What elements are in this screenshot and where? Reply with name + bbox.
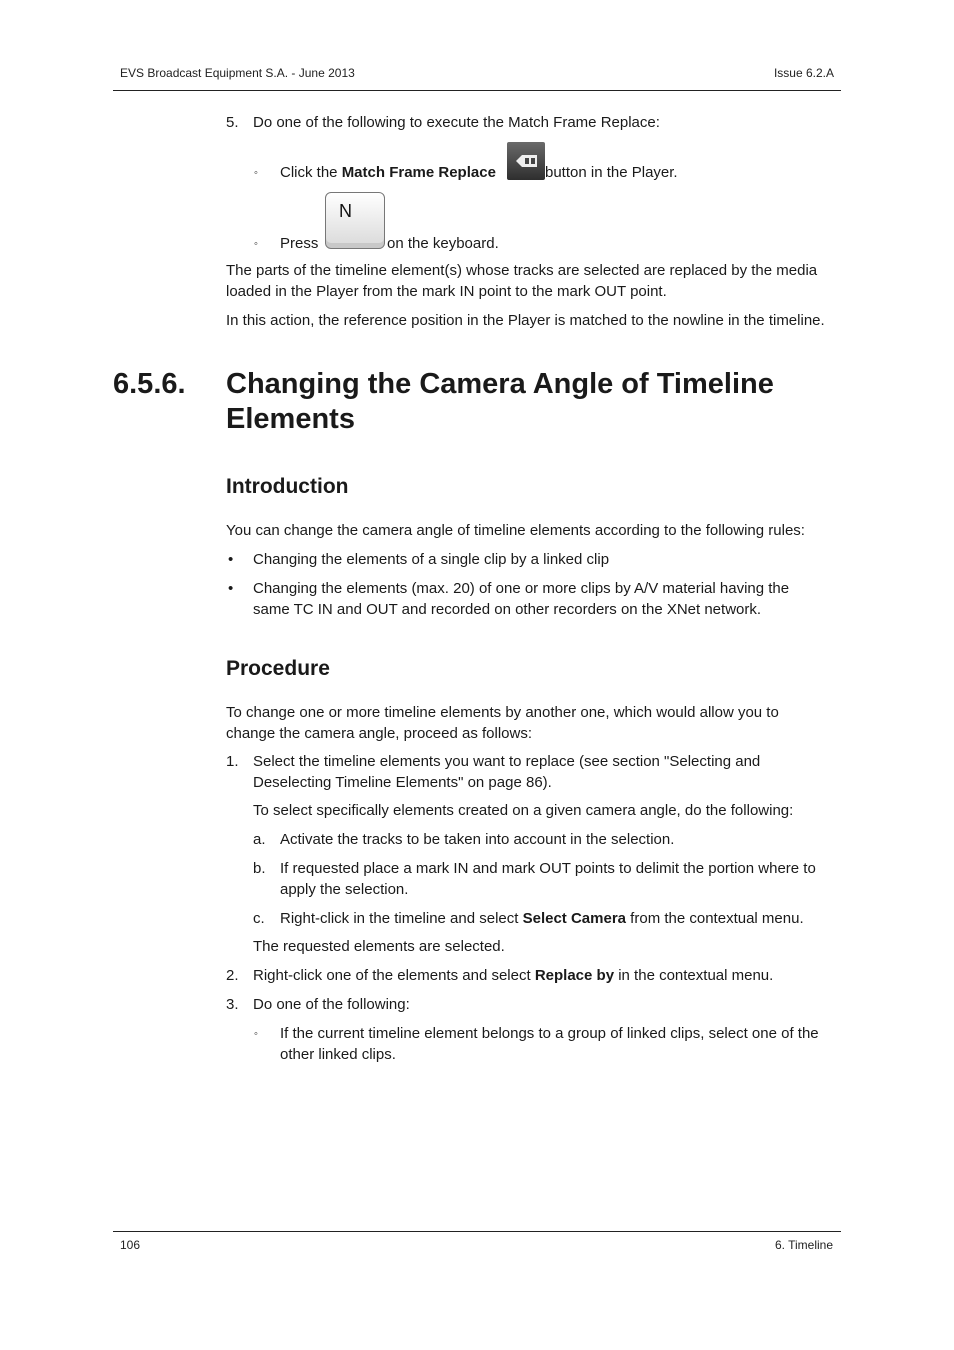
text-span: from the contextual menu. — [626, 910, 804, 927]
text-line: Deselecting Timeline Elements" on page 86). — [253, 774, 552, 791]
step2-text — [253, 965, 773, 986]
footer-rule — [113, 1231, 841, 1232]
step1-text — [253, 751, 843, 793]
step3-text: Do one of the following: — [253, 996, 410, 1013]
step5-text: Do one of the following to execute the Match Frame Replace: — [253, 114, 660, 131]
step5-opt2-prefix: Press — [280, 235, 319, 252]
step3-number: 3. — [226, 996, 239, 1013]
bullet-circle: ◦ — [254, 1028, 258, 1040]
section-title-line: Elements — [226, 403, 355, 435]
procedure-heading: Procedure — [226, 657, 330, 680]
text-line: loaded in the Player from the mark IN point to the mark OUT point. — [226, 283, 667, 300]
substep-b-label: b. — [253, 860, 266, 877]
replace-by-label: Replace by — [534, 967, 615, 984]
step5-option-click — [280, 162, 496, 183]
match-frame-replace-label: Match Frame Replace — [341, 164, 496, 181]
text-span: Right-click in the timeline and select — [280, 910, 523, 927]
text-line: If requested place a mark IN and mark OUT points to delimit the portion where to — [280, 860, 816, 877]
substep-a-label: a. — [253, 831, 266, 848]
procedure-intro — [226, 702, 841, 744]
text-line: The parts of the timeline element(s) whose tracks are selected are replaced by the media — [226, 262, 818, 279]
step1-result: The requested elements are selected. — [253, 938, 505, 955]
section-title-line: Changing the Camera Angle of Timeline — [226, 368, 774, 400]
substep-a-text: Activate the tracks to be taken into account in the selection. — [280, 831, 675, 848]
bullet-dot: • — [228, 551, 234, 568]
footer-chapter: 6. Timeline — [774, 1238, 833, 1252]
substep-c-text — [280, 908, 804, 929]
section-number: 6.5.6. — [113, 368, 186, 400]
header-rule — [113, 90, 841, 91]
text-line: Select the timeline elements you want to replace (see section "Selecting and — [253, 753, 761, 770]
substep-b-text — [280, 858, 845, 900]
key-label: N — [339, 201, 352, 221]
step5-opt1-prefix: Click the — [280, 164, 342, 181]
text-line: Changing the elements (max. 20) of one or more clips by A/V material having the — [253, 580, 790, 597]
step3-option-1 — [280, 1023, 845, 1065]
step1-sub-intro: To select specifically elements created on a given camera angle, do the following: — [253, 802, 794, 819]
text-span: in the contextual menu. — [614, 967, 774, 984]
step5-opt1-suffix: button in the Player. — [545, 164, 678, 181]
step1-number: 1. — [226, 753, 239, 770]
step5-opt2-suffix: on the keyboard. — [387, 235, 499, 252]
intro-bullet-1: Changing the elements of a single clip by a linked clip — [253, 551, 610, 568]
n-key-icon — [325, 192, 385, 249]
page-number: 106 — [120, 1238, 141, 1252]
text-line: same TC IN and OUT and recorded on other recorders on the XNet network. — [253, 601, 762, 618]
intro-bullet-2 — [253, 578, 843, 620]
bullet-dot: • — [228, 580, 234, 597]
text-line: change the camera angle, proceed as follows: — [226, 725, 533, 742]
header-left: EVS Broadcast Equipment S.A. - June 2013 — [120, 66, 355, 80]
header-right: Issue 6.2.A — [773, 66, 834, 80]
text-line: other linked clips. — [280, 1046, 396, 1063]
substep-c-label: c. — [253, 910, 265, 927]
bullet-circle: ◦ — [254, 167, 258, 179]
replace-result-paragraph — [226, 260, 846, 302]
text-line: If the current timeline element belongs to a group of linked clips, select one of the — [280, 1025, 819, 1042]
introduction-heading: Introduction — [226, 475, 349, 498]
text-line: apply the selection. — [280, 881, 409, 898]
select-camera-label: Select Camera — [522, 910, 627, 927]
bullet-circle: ◦ — [254, 238, 258, 250]
text-line: To change one or more timeline elements by another one, which would allow you to — [226, 704, 779, 721]
reference-paragraph: In this action, the reference position in the Player is matched to the nowline in the timeline. — [226, 312, 825, 329]
step2-number: 2. — [226, 967, 239, 984]
section-title — [226, 367, 846, 437]
step5-number: 5. — [226, 114, 239, 131]
match-frame-replace-icon[interactable] — [507, 142, 545, 180]
introduction-text: You can change the camera angle of timeline elements according to the following rules: — [226, 522, 805, 539]
text-span: Right-click one of the elements and select — [253, 967, 535, 984]
